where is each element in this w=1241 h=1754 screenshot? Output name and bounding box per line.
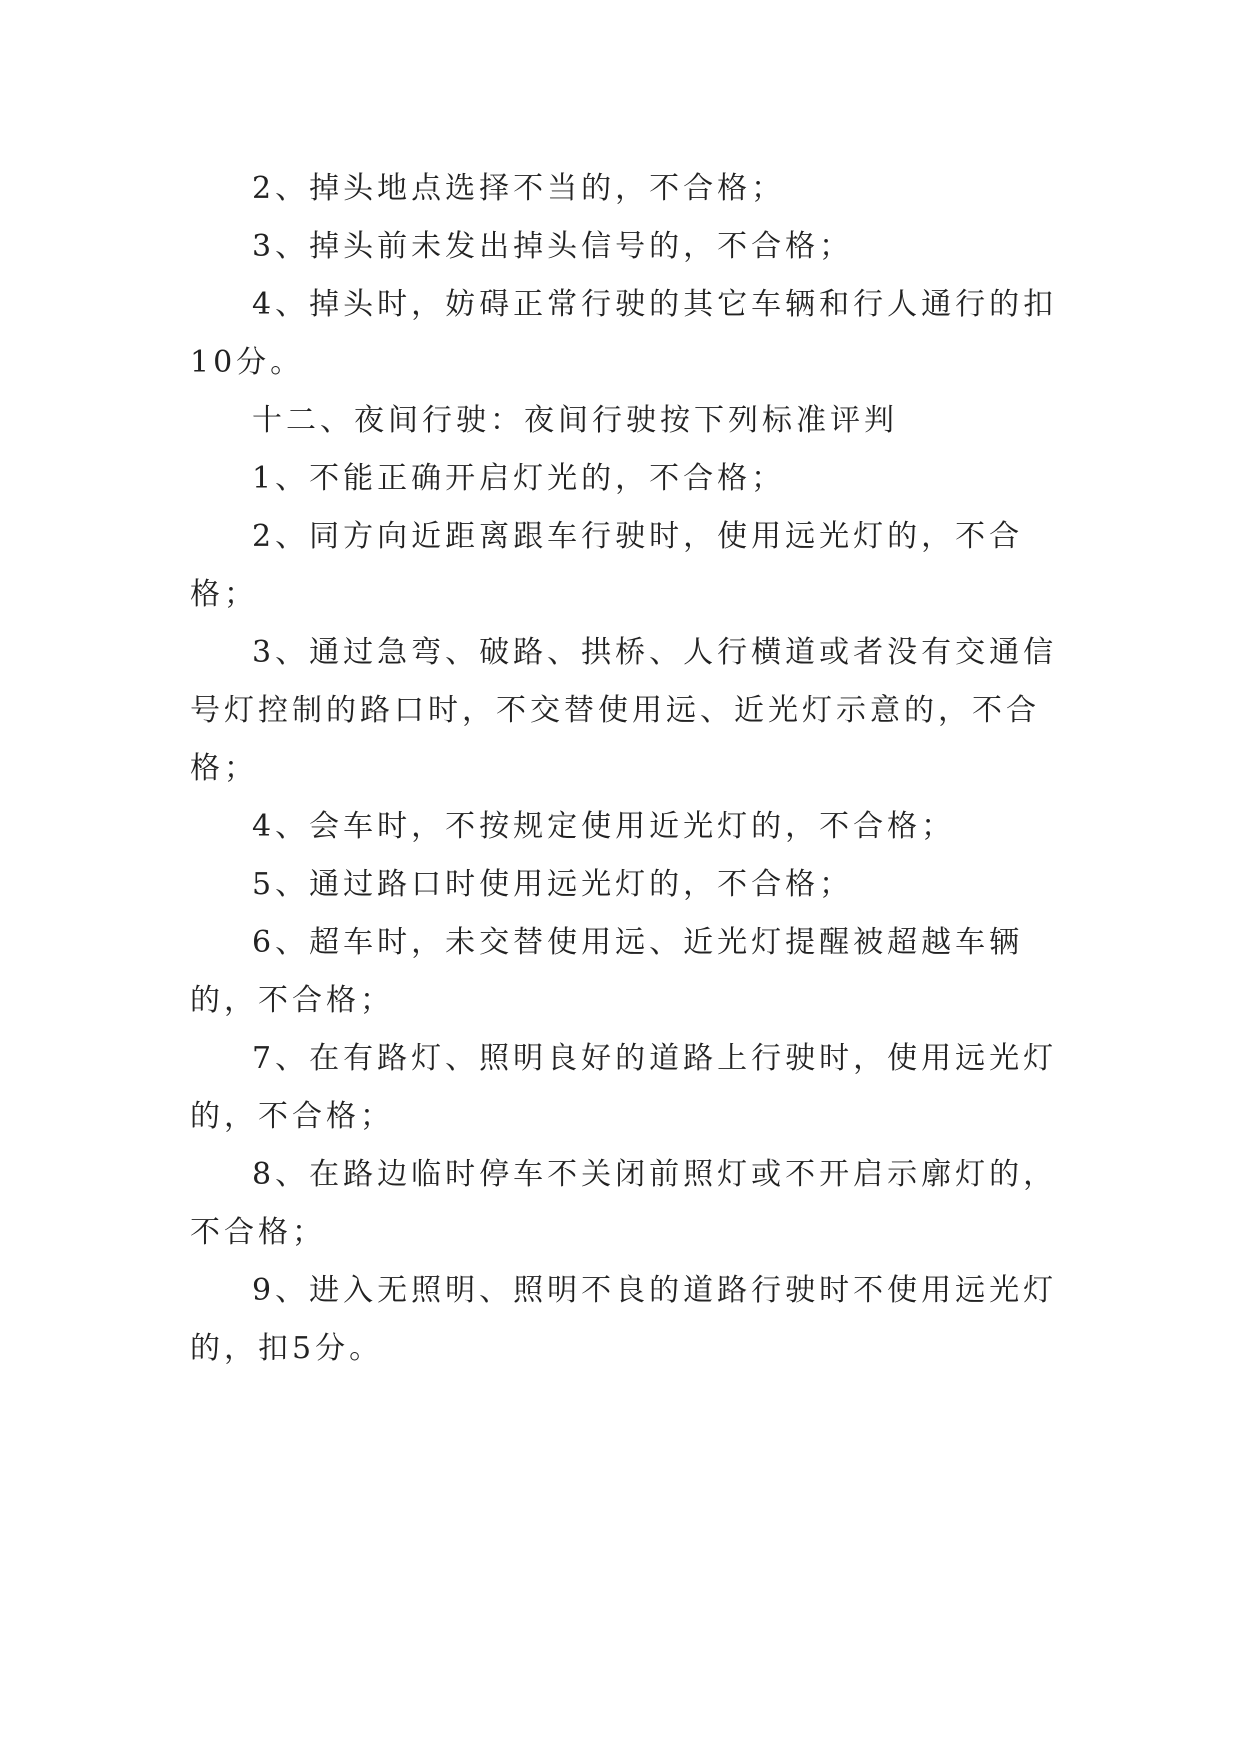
paragraph-night-8: 8、在路边临时停车不关闭前照灯或不开启示廓灯的，不合格；: [190, 1157, 1058, 1250]
paragraph-night-2: 2、同方向近距离跟车行驶时，使用远光灯的，不合格；: [190, 519, 1024, 612]
section-heading-night-driving: 十二、夜间行驶：夜间行驶按下列标准评判: [252, 403, 898, 438]
document-page: [190, 160, 1070, 1378]
paragraph-night-1: 1、不能正确开启灯光的，不合格；: [252, 461, 786, 496]
paragraph-uturn-2: 2、掉头地点选择不当的，不合格；: [252, 171, 786, 206]
paragraph-night-4: 4、会车时，不按规定使用近光灯的，不合格；: [252, 809, 956, 844]
paragraph-night-5: 5、通过路口时使用远光灯的，不合格；: [252, 867, 854, 902]
paragraph-uturn-4: 4、掉头时，妨碍正常行驶的其它车辆和行人通行的扣10分。: [190, 287, 1058, 380]
paragraph-night-7: 7、在有路灯、照明良好的道路上行驶时，使用远光灯的，不合格；: [190, 1041, 1058, 1134]
paragraph-night-3: 3、通过急弯、破路、拱桥、人行横道或者没有交通信号灯控制的路口时，不交替使用远、近光灯示意的，不合格；: [190, 635, 1058, 786]
paragraph-night-6: 6、超车时，未交替使用远、近光灯提醒被超越车辆的，不合格；: [190, 925, 1024, 1018]
paragraph-night-9: 9、进入无照明、照明不良的道路行驶时不使用远光灯的，扣5分。: [190, 1273, 1058, 1366]
paragraph-uturn-3: 3、掉头前未发出掉头信号的，不合格；: [252, 229, 854, 264]
